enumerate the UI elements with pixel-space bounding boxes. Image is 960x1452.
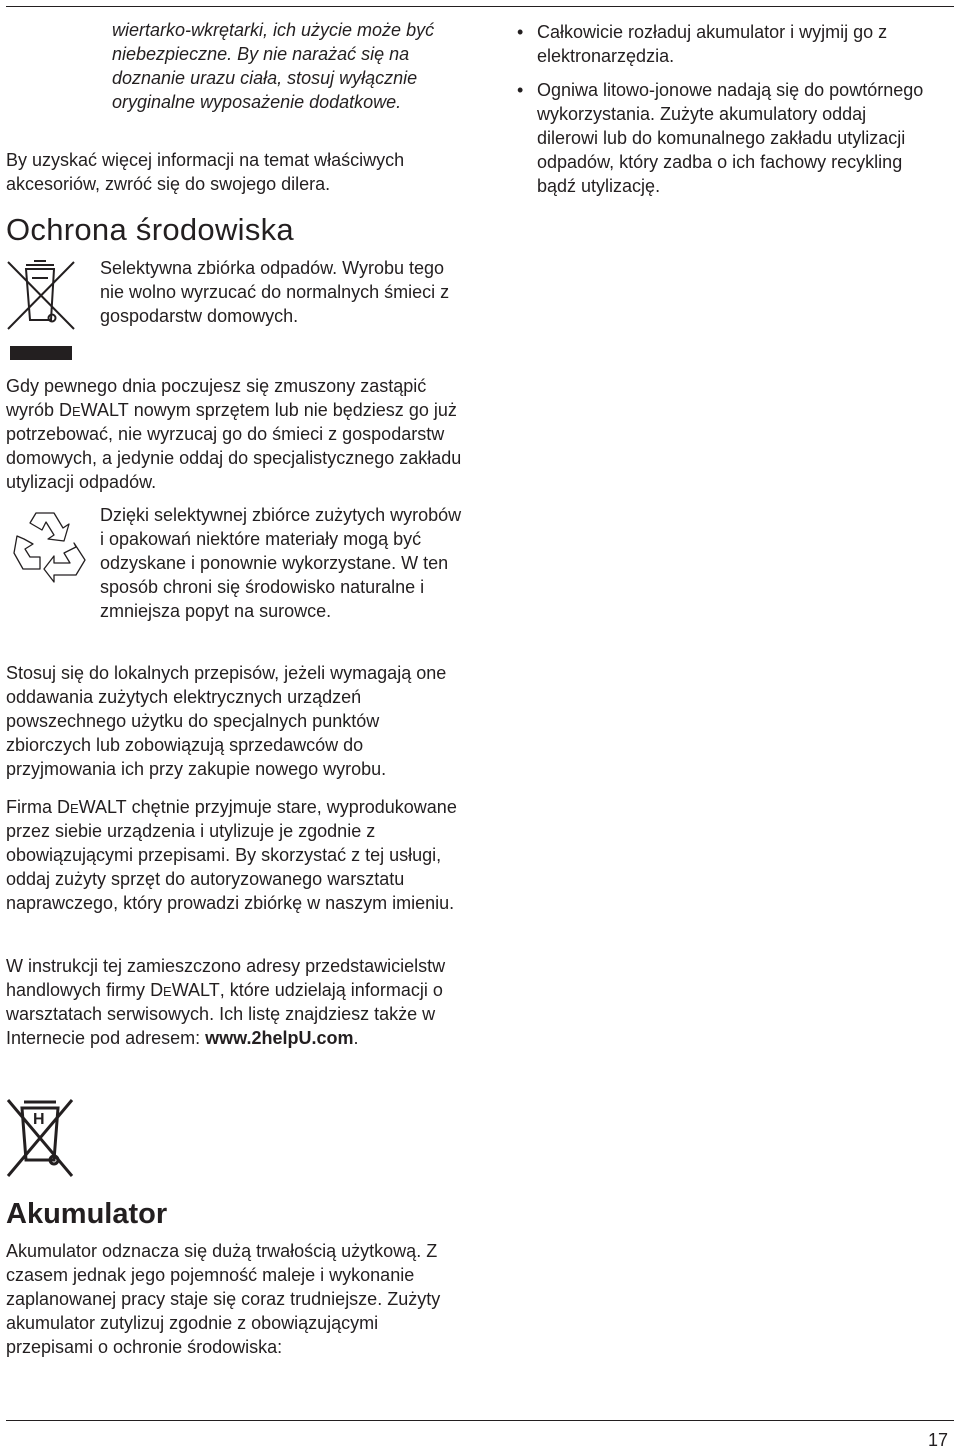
firm-paragraph (6, 795, 466, 915)
battery-heading: Akumulator (6, 1198, 168, 1230)
recycling-icon (6, 503, 96, 587)
crossed-bin-icon (6, 254, 76, 362)
accessories-info: By uzyskać więcej informacji na temat właściwych akcesoriów, zwróć się do swojego dilera. (6, 150, 405, 194)
list-item: • Całkowicie rozładuj akumulator i wyjmij go z elektronarzędzia. (515, 20, 925, 68)
addresses-paragraph (6, 954, 476, 1050)
selective-collection-text: Selektywna zbiórka odpadów. Wyrobu tego nie wolno wyrzucać do normalnych śmieci z gospodarstw domowych. (100, 258, 450, 326)
battery-text: Akumulator odznacza się dużą trwałością użytkową. Z czasem jednak jego pojemność maleje i wykonanie zaplanowanej pracy staje się coraz trudniejsze. Zużyty akumulator zutylizuj zgodnie z obowiązującymi przepisami o ochronie środowiska: (6, 1241, 441, 1357)
replace-text-start: Gdy pewnego dnia poczujesz się zmuszony zastąpić wyrób (6, 376, 427, 420)
firm-text-start: Firma (6, 797, 57, 817)
addresses-text-end: . (353, 1028, 359, 1048)
replace-product-paragraph (6, 374, 466, 494)
replace-text-end: nowym sprzętem lub nie będziesz go już potrzebować, nie wyrzucaj go do śmieci z gospodarstw domowych, a jedynie oddaj do specjalistycznego zakładu utylizacji odpadów. (6, 400, 462, 492)
battery-bin-icon (6, 1096, 74, 1182)
warning-continuation: wiertarko-wkrętarki, ich użycie może być niebezpieczne. By nie narażać się na doznanie urazu ciała, stosuj wyłącznie oryginalne wyposażenie dodatkowe. (112, 20, 435, 112)
bottom-rule (6, 1420, 954, 1421)
recycling-text: Dzięki selektywnej zbiórce zużytych wyrobów i opakowań niektóre materiały mogą być odzyskane i ponownie wykorzystane. W ten sposób chroni się środowisko naturalne i zmniejsza popyt na surowce. (100, 505, 462, 621)
addresses-text-start: W instrukcji tej zamieszczono adresy przedstawicielstw handlowych firmy (6, 956, 446, 1000)
battery-disposal-list (515, 20, 925, 208)
list-item: • Ogniwa litowo-jonowe nadają się do powtórnego wykorzystania. Zużyte akumulatory oddaj dilerowi lub do komunalnego zakładu utylizacji odpadów, który zadba o ich fachowy recykling bądź utylizację. (515, 78, 925, 198)
website-link[interactable]: www.2helpU.com (205, 1028, 354, 1048)
environment-heading: Ochrona środowiska (6, 212, 294, 247)
brand-name: DeWALT (59, 400, 129, 420)
local-regulations-paragraph: Stosuj się do lokalnych przepisów, jeżeli wymagają one oddawania zużytych elektrycznych urządzeń powszechnego użytku do specjalnych punktów zbiorczych lub zobowiązują sprzedawców do przyjmowania ich przy zakupie nowego wyrobu. (6, 663, 447, 779)
addresses-text-middle: , które udzielają informacji o warsztatach serwisowych. Ich listę znajdziesz także w Internecie pod adresem: (6, 980, 443, 1048)
brand-name: DeWALT (57, 797, 127, 817)
firm-text-end: chętnie przyjmuje stare, wyprodukowane przez siebie urządzenia i utylizuje je zgodnie z obowiązującymi przepisami. By skorzystać z tej usługi, oddaj zużyty sprzęt do autoryzowanego warsztatu naprawczego, który prowadzi zbiórkę w naszym imieniu. (6, 797, 457, 913)
page-number: 17 (928, 1430, 949, 1450)
brand-name: DeWALT (150, 980, 220, 1000)
battery-bin-letter: H (33, 1111, 45, 1128)
top-rule (6, 6, 954, 7)
